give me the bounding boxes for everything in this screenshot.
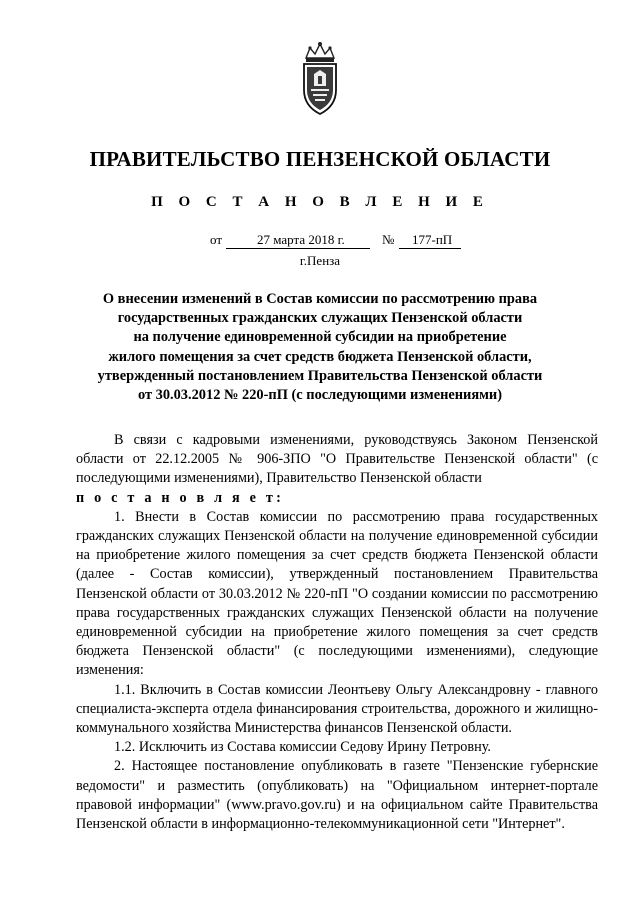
document-body bbox=[76, 431, 598, 834]
title-line: утвержденный постановлением Правительства Пензенской области bbox=[97, 367, 543, 384]
date-prefix: от bbox=[210, 232, 223, 247]
title-line: О внесении изменений в Состав комиссии по рассмотрению права bbox=[102, 291, 538, 307]
resolves-word: п о с т а н о в л я е т: bbox=[76, 489, 284, 506]
document-date: 27 марта 2018 г. bbox=[257, 232, 345, 247]
number-underline bbox=[399, 248, 461, 249]
city: г.Пенза bbox=[299, 253, 341, 268]
government-name: ПРАВИТЕЛЬСТВО ПЕНЗЕНСКОЙ ОБЛАСТИ bbox=[89, 147, 551, 171]
paragraph-1-1: 1.1. Включить в Состав комиссии Леонтьеву Ольгу Александровну - главного специалиста-эксперта отдела финансирования строительства, дорожного и жилищно-коммунального хозяйства Министерства финансов Пензенской области. bbox=[76, 681, 598, 737]
title-line: от 30.03.2012 № 220-пП (с последующими изменениями) bbox=[137, 387, 503, 404]
document-type: П О С Т А Н О В Л Е Н И Е bbox=[151, 194, 489, 210]
paragraph-1-2: 1.2. Исключить из Состава комиссии Седову Ирину Петровну. bbox=[114, 739, 491, 756]
title-line: жилого помещения за счет средств бюджета Пензенской области, bbox=[108, 348, 532, 365]
title-line: на получение единовременной субсидии на приобретение bbox=[133, 329, 507, 346]
paragraph-1: 1. Внести в Состав комиссии по рассмотрению права государственных гражданских служащих Пензенской области на получение единовременной субсидии на приобретение жилого помещения за счет средств бюджета Пензенской области (далее - Состав комиссии), утвержденный постановлением Правительства Пензенской области от 30.03.2012 № 220-пП "О создании комиссии по рассмотрению права государственных гражданских служащих Пензенской области на получение единовременной субсидии на приобретение жилого помещения за счет средств бюджета Пензенской области" (с последующими изменениями), следующие изменения: bbox=[76, 508, 598, 679]
preamble-paragraph: В связи с кадровыми изменениями, руководствуясь Законом Пензенской области от 22.12.2005 № 906-ЗПО "О Правительстве Пензенской области" (с последующими изменениями), Правительство Пензенской области bbox=[76, 432, 598, 487]
title-line: государственных гражданских служащих Пензенской области bbox=[117, 310, 523, 327]
date-underline bbox=[226, 248, 370, 249]
number-prefix: № bbox=[382, 232, 395, 247]
paragraph-2: 2. Настоящее постановление опубликовать в газете "Пензенские губернские ведомости" и разместить (опубликовать) на "Официальном интернет-портале правовой информации" (www.pravo.gov.ru) и на официальном сайте Правительства Пензенской области в информационно-телекоммуникационной сети "Интернет". bbox=[76, 758, 598, 833]
document-title bbox=[60, 290, 580, 405]
document-number: 177-пП bbox=[412, 232, 453, 247]
coat-of-arms-icon bbox=[296, 40, 344, 120]
